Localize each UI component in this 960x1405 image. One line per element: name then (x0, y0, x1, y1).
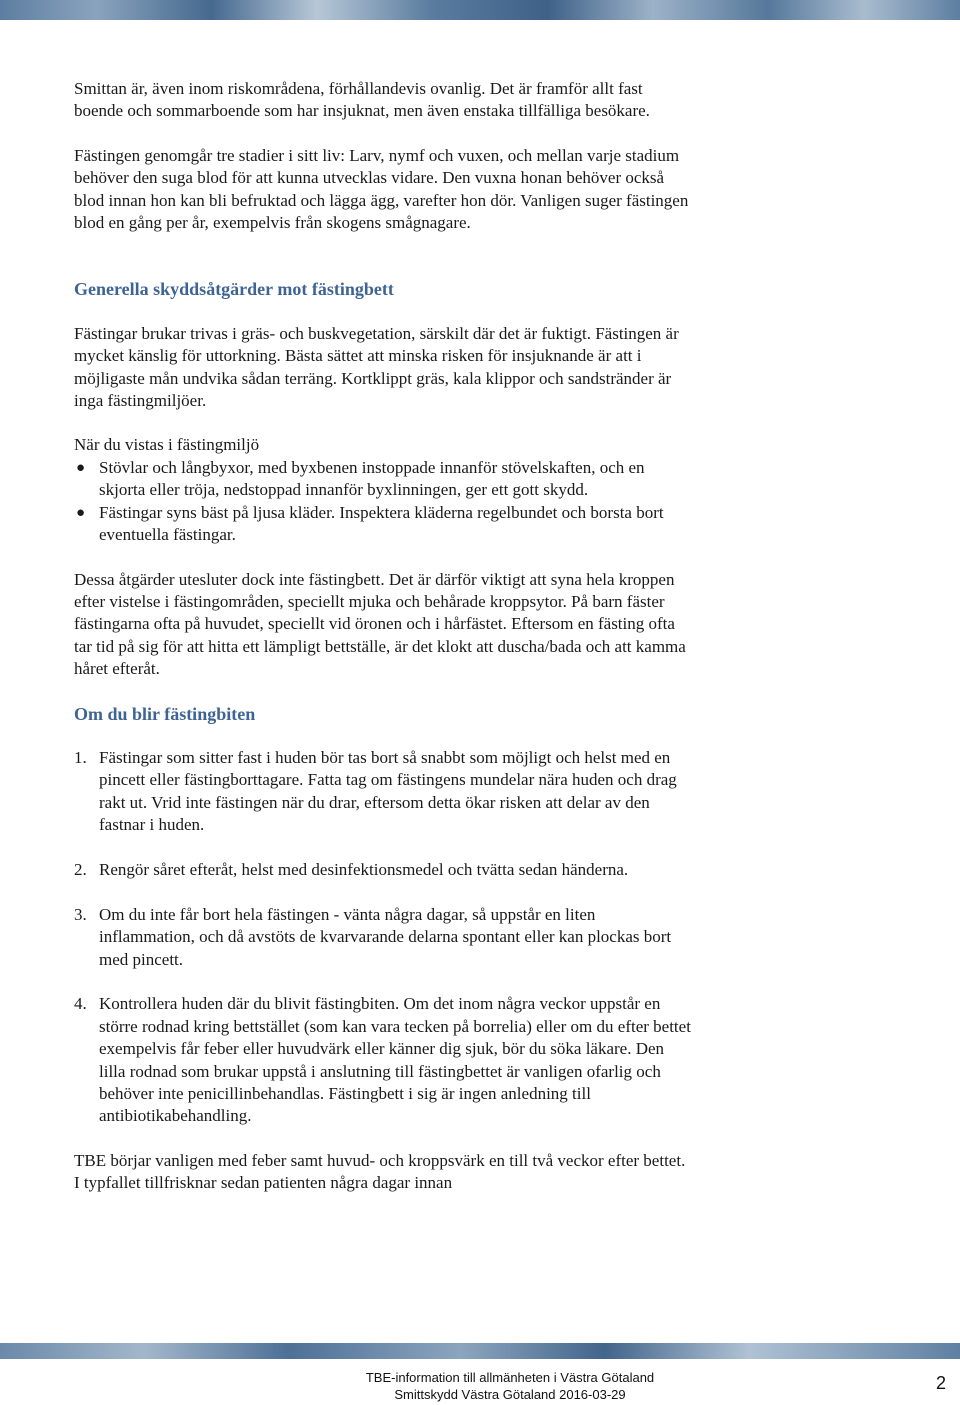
document-body (74, 78, 694, 1195)
bullet-text: Stövlar och långbyxor, med byxbenen instoppade innanför stövelskaften, och en skjorta eller tröja, nedstoppad innanför byxlinningen, ger ett gott skydd. (99, 457, 645, 500)
footer (0, 1369, 960, 1403)
paragraph-tick-habitat: Fästingar brukar trivas i gräs- och buskvegetation, särskilt där det är fuktigt. Fästingen är mycket känslig för uttorkning. Bästa sättet att minska risken för insjuknande är att i möjligaste mån undvika sådan terräng. Kortklippt gräs, kala klippor och sandstränder är inga fästingmiljöer. (74, 323, 679, 411)
paragraph-body-inspection: Dessa åtgärder utesluter dock inte fästingbett. Det är därför viktigt att syna hela kroppen efter vistelse i fästingområden, speciellt mjuka och behårade kroppsytor. På barn fäster fästingarna ofta på huvudet, speciellt vid öronen och i hårfästet. Eftersom en fästing ofta tar tid på sig för att hitta ett lämpligt bettställe, är det klokt att duscha/bada och att kamma håret efteråt. (74, 569, 686, 679)
step-number: 1. (74, 747, 87, 767)
paragraph-in-tick-environment: När du vistas i fästingmiljö (74, 435, 260, 455)
step-item (74, 747, 694, 837)
footer-decorative-band (0, 1343, 960, 1359)
step-text: Kontrollera huden där du blivit fästingbiten. Om det inom några veckor uppstår en större rodnad kring bettstället (som kan vara tecken på borrelia) eller om du efter bettet exempelvis får feber eller huvudvärk eller känner dig sjuk, bör du söka läkare. Den lilla rodnad som brukar uppstå i anslutning till fästingbettet är vanligen ofarlig och behöver inte penicillinbehandlas. Fästingbett i sig är ingen anledning till antibiotikabehandling. (99, 994, 691, 1126)
step-number: 2. (74, 859, 87, 879)
header-decorative-band (0, 0, 960, 20)
protection-bullet-list (74, 457, 694, 547)
bullet-text: Fästingar syns bäst på ljusa kläder. Inspektera kläderna regelbundet och borsta bort eventuella fästingar. (99, 502, 664, 545)
bullet-item (74, 457, 694, 502)
step-text: Om du inte får bort hela fästingen - vänta några dagar, så uppstår en liten inflammation, och då avstöts de kvarvarande delarna spontant eller kan plockas bort med pincett. (99, 904, 672, 969)
bullet-item (74, 502, 694, 547)
step-item (74, 993, 694, 1127)
step-text: Fästingar som sitter fast i huden bör tas bort så snabbt som möjligt och helst med en pincett eller fästingborttagare. Fatta tag om fästingens mundelar nära huden och drag rakt ut. Vrid inte fästingen när du drar, eftersom detta ökar risken att delar av den fastnar i huden. (99, 747, 677, 835)
step-text: Rengör såret efteråt, helst med desinfektionsmedel och tvätta sedan händerna. (99, 859, 629, 879)
step-number: 4. (74, 994, 87, 1014)
page-number: 2 (935, 1373, 946, 1393)
paragraph-tick-life-stages: Fästingen genomgår tre stadier i sitt liv: Larv, nymf och vuxen, och mellan varje stadium behöver den suga blod för att kunna utvecklas vidare. Den vuxna honan behöver också blod innan hon kan bli befruktad och lägga ägg, varefter hon dör. Vanligen suger fästingen blod en gång per år, exempelvis från skogens smågnagare. (74, 145, 689, 233)
paragraph-tbe-symptoms: TBE börjar vanligen med feber samt huvud- och kroppsvärk en till två veckor efter bettet. I typfallet tillfrisknar sedan patienten några dagar innan (74, 1150, 686, 1193)
heading-general-protection: Generella skyddsåtgärder mot fästingbett (74, 279, 394, 300)
step-item (74, 859, 694, 881)
step-item (74, 904, 694, 971)
step-number: 3. (74, 904, 87, 924)
bullet-icon: ● (76, 459, 86, 476)
bite-steps-list (74, 747, 694, 1128)
heading-if-bitten: Om du blir fästingbiten (74, 703, 256, 724)
footer-date: Smittskydd Västra Götaland 2016-03-29 (394, 1387, 626, 1402)
paragraph-infection-rarity: Smittan är, även inom riskområdena, förhållandevis ovanlig. Det är framför allt fast boende och sommarboende som har insjuknat, men även enstaka tillfälliga besökare. (74, 79, 650, 121)
bullet-icon: ● (76, 504, 86, 521)
footer-title: TBE-information till allmänheten i Västra Götaland (365, 1370, 655, 1385)
